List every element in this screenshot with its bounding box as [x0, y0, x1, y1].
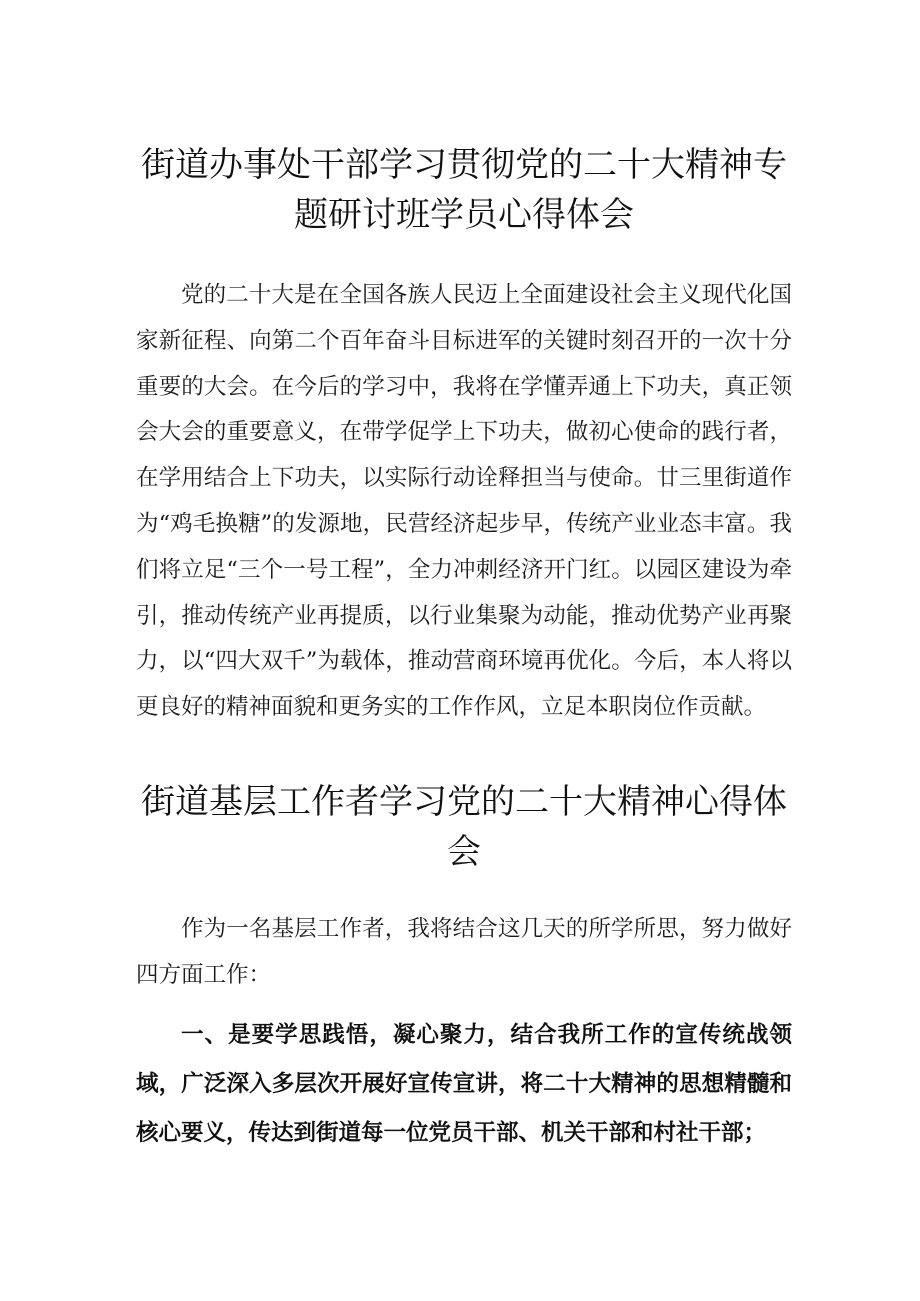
title-2-line-1: 街道基层工作者学习党的二十大精神心得体 — [141, 781, 787, 822]
section-2-point-1-paragraph: 一、是要学思践悟，凝心聚力，结合我所工作的宣传统战领域，广泛深入多层次开展好宣传宣讲，将二十大精神的思想精髓和核心要义，传达到街道每一位党员干部、机关干部和村社干部； — [136, 1021, 792, 1146]
document-title-2 — [136, 777, 792, 877]
document-title-1 — [136, 140, 792, 240]
title-2-line-2: 会 — [447, 831, 481, 872]
section-1-paragraph: 党的二十大是在全国各族人民迈上全面建设社会主义现代化国家新征程、向第二个百年奋斗目标进军的关键时刻召开的一次十分重要的大会。在今后的学习中，我将在学懂弄通上下功夫，真正领会大会的重要意义，在带学促学上下功夫，做初心使命的践行者，在学用结合上下功夫，以实际行动诠释担当与使命。廿三里街道作为“鸡毛换糖”的发源地，民营经济起步早，传统产业业态丰富。我们将立足“三个一号工程”，全力冲刺经济开门红。以园区建设为牵引，推动传统产业再提质，以行业集聚为动能，推动优势产业再聚力，以“四大双千”为载体，推动营商环境再优化。今后，本人将以更良好的精神面貌和更务实的工作作风，立足本职岗位作贡献。 — [136, 282, 792, 721]
title-1-line-1: 街道办事处干部学习贯彻党的二十大精神专 — [141, 145, 787, 185]
title-1-line-2: 题研讨班学员心得体会 — [294, 195, 634, 235]
document-page — [136, 140, 792, 1158]
section-2-intro-paragraph: 作为一名基层工作者，我将结合这几天的所学所思，努力做好四方面工作： — [136, 915, 792, 988]
